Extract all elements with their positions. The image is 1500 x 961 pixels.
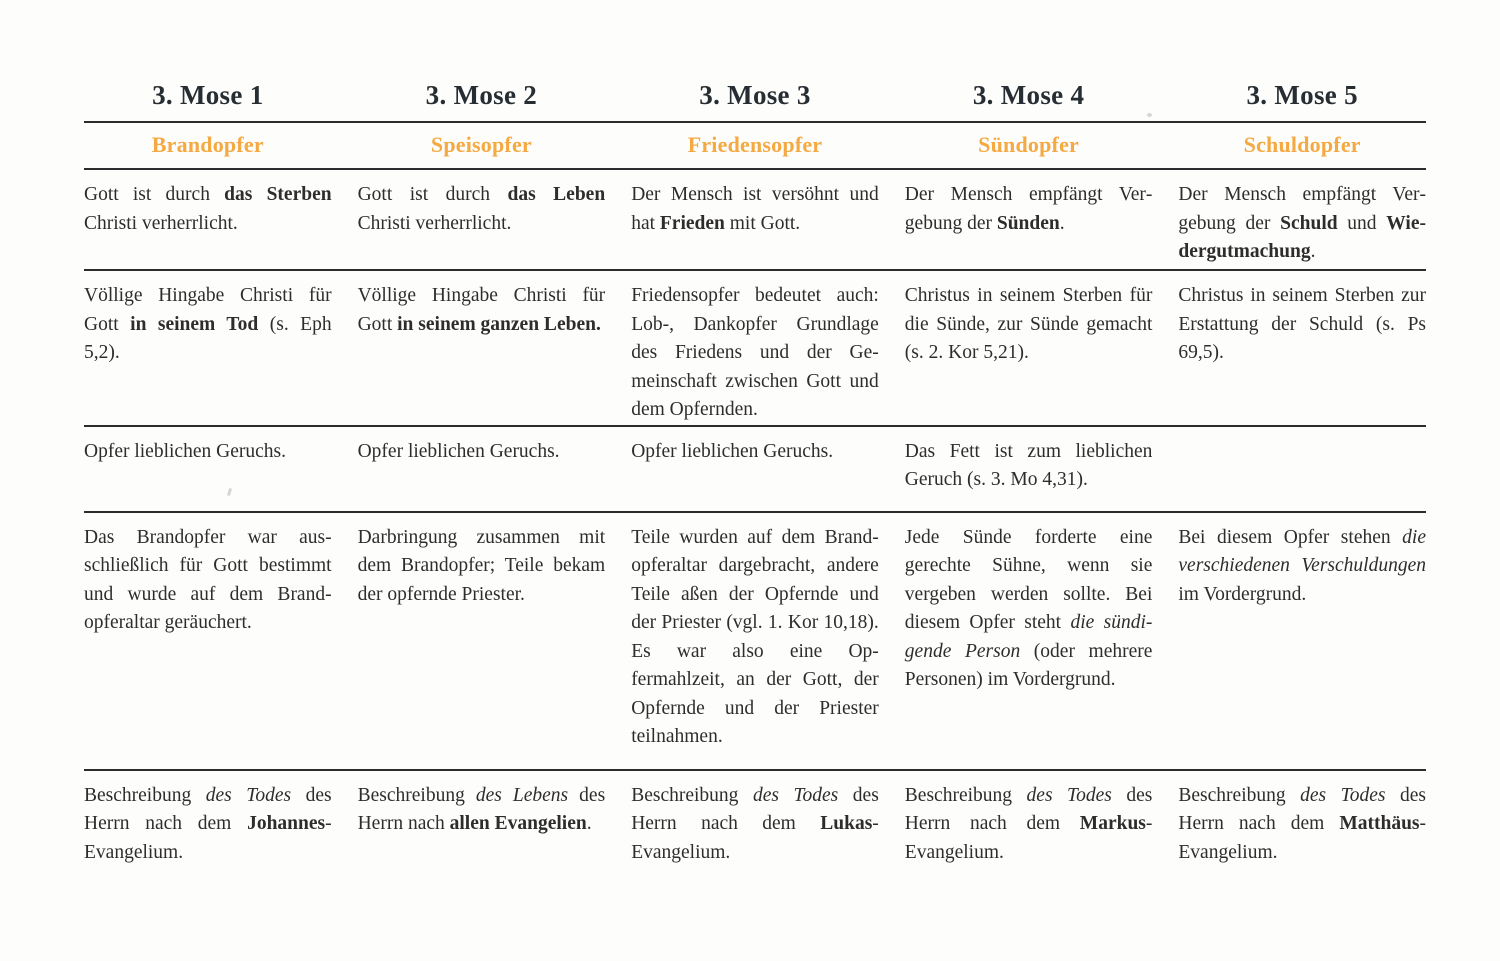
- table-cell: Beschreibung des Lebens des Herrn nach allen Evangelien.: [357, 784, 606, 834]
- table-cell: Der Mensch empfängt Vergebung der Sünden.: [904, 184, 1153, 234]
- table-cell: Opfer lieblichen Geruchs.: [357, 440, 560, 462]
- chapter-header-mose-3: 3. Mose 3: [699, 80, 811, 110]
- table-cell: Beschreibung des Todes des Herrn nach dem Markus-Evangelium.: [904, 784, 1153, 863]
- table-cell: Gott ist durch das Sterben Christi verherrlicht.: [84, 184, 332, 234]
- table-cell: Darbringung zusammen mit dem Brandopfer; Teile bekam der opfernde Priester.: [357, 526, 606, 605]
- table-row-devotion: [84, 271, 1426, 425]
- table-cell: Völlige Hingabe Christi für Gott in seinem Tod (s. Eph 5,2).: [84, 285, 332, 363]
- table-cell: Friedensopfer bedeutet auch: Lob-, Dankopfer Grundlage des Friedens und der Gemeinschaft zwischen Gott und dem Opfernden.: [631, 285, 879, 420]
- offering-name-suendopfer: Sündopfer: [978, 132, 1080, 157]
- offering-name-schuldopfer: Schuldopfer: [1243, 132, 1361, 157]
- offerings-comparison-table: [84, 80, 1426, 901]
- table-row-procedure: [84, 513, 1426, 769]
- table-row-gospels: [84, 771, 1426, 901]
- table-cell: Das Brandopfer war ausschließlich für Gott bestimmt und wurde auf dem Brandopferaltar geräuchert.: [84, 526, 332, 633]
- table-cell: Der Mensch ist versöhnt und hat Frieden mit Gott.: [631, 184, 879, 234]
- chapter-header-mose-4: 3. Mose 4: [972, 80, 1085, 110]
- table-cell: Jede Sünde forderte eine gerechte Sühne, wenn sie vergeben werden sollte. Bei diesem Opfer steht die sündigende Person (oder mehrere Personen) im Vordergrund.: [904, 526, 1153, 690]
- offering-name-brandopfer: Brandopfer: [151, 132, 264, 157]
- table-cell: Beschreibung des Todes des Herrn nach dem Matthäus-Evangelium.: [1178, 784, 1426, 863]
- table-cell: Völlige Hingabe Christi für Gott in seinem ganzen Leben.: [357, 285, 606, 335]
- scan-speck: [1147, 113, 1152, 117]
- table-cell: Beschreibung des Todes des Herrn nach dem Johannes-Evangelium.: [84, 784, 332, 863]
- table-row-aroma: [84, 427, 1426, 511]
- table-cell: Christus in seinem Sterben zur Erstattung der Schuld (s. Ps 69,5).: [1178, 285, 1426, 363]
- offering-name-speisopfer: Speisopfer: [430, 132, 532, 157]
- table-cell: Beschreibung des Todes des Herrn nach dem Lukas-Evangelium.: [631, 784, 879, 863]
- chapter-header-mose-2: 3. Mose 2: [425, 80, 538, 110]
- chapter-header-mose-5: 3. Mose 5: [1246, 80, 1358, 110]
- chapter-header-row: [84, 80, 1426, 121]
- chapter-header-mose-1: 3. Mose 1: [152, 80, 264, 110]
- table-cell: Opfer lieblichen Geruchs.: [631, 440, 834, 462]
- offering-name-row: [84, 123, 1426, 168]
- table-cell: Das Fett ist zum lieblichen Geruch (s. 3. Mo 4,31).: [904, 440, 1153, 490]
- table-cell: Bei diesem Opfer stehen die verschiedenen Verschuldungen im Vordergrund.: [1178, 526, 1426, 605]
- offering-name-friedensopfer: Friedensopfer: [687, 132, 823, 157]
- table-cell: Teile wurden auf dem Brandopferaltar dargebracht, andere Teile aßen der Opfernde und der Priester (vgl. 1. Kor 10,18). Es war also eine Opfermahlzeit, an der Gott, der Opfernde und der Priester teilnahmen.: [631, 526, 879, 747]
- table-cell: Gott ist durch das Leben Christi verherrlicht.: [357, 184, 606, 234]
- table-cell: Der Mensch empfängt Vergebung der Schuld und Wiedergutmachung.: [1178, 184, 1426, 262]
- table-cell: Christus in seinem Sterben für die Sünde, zur Sünde gemacht (s. 2. Kor 5,21).: [904, 285, 1153, 363]
- table-cell: Opfer lieblichen Geruchs.: [84, 440, 286, 462]
- table-row-glorification: [84, 170, 1426, 269]
- table-cell: [1178, 427, 1426, 511]
